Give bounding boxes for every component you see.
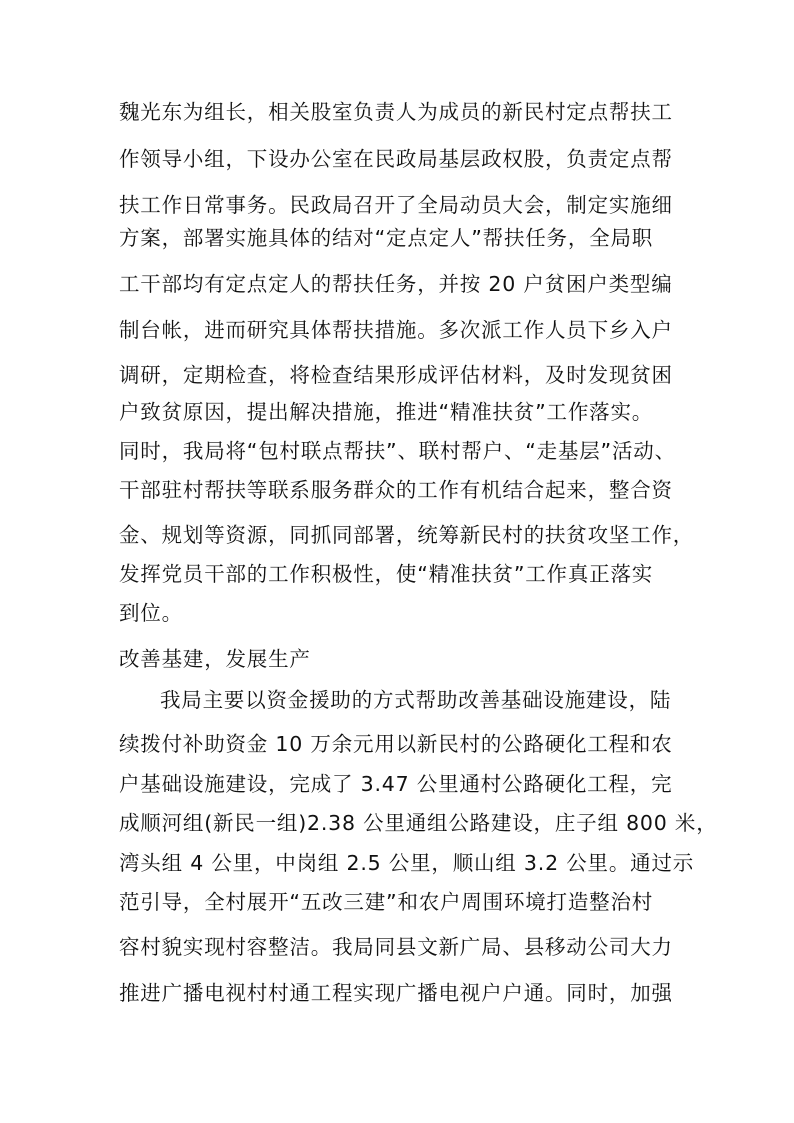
text-line: 魏光东为组长，相关股室负责人为成员的新民村定点帮扶工 <box>119 100 673 124</box>
text-line: 范引导，全村展开“五改三建”和农户周围环境打造整治村 <box>119 890 654 914</box>
text-line: 户基础设施建设，完成了 3.47 公里通村公路硬化工程，完 <box>119 772 673 796</box>
text-line: 发挥党员干部的工作积极性，使“精准扶贫”工作真正落实 <box>119 562 654 586</box>
text-line: 续拨付补助资金 10 万余元用以新民村的公路硬化工程和农 <box>119 732 673 756</box>
text-line: 成顺河组(新民一组)2.38 公里通组公路建设，庄子组 800 米， <box>119 811 718 835</box>
section-heading: 改善基建，发展生产 <box>119 647 311 671</box>
text-line: 干部驻村帮扶等联系服务群众的工作有机结合起来，整合资 <box>119 478 673 502</box>
paragraph-first-line: 我局主要以资金援助的方式帮助改善基础设施建设，陆 <box>160 688 672 712</box>
text-line: 金、规划等资源，同抓同部署，统筹新民村的扶贫攻坚工作， <box>119 523 695 547</box>
text-line: 扶工作日常事务。民政局召开了全局动员大会，制定实施细 <box>119 193 673 217</box>
text-line: 制台帐，进而研究具体帮扶措施。多次派工作人员下乡入户 <box>119 318 673 342</box>
text-line: 推进广播电视村村通工程实现广播电视户户通。同时，加强 <box>119 981 673 1005</box>
text-line: 调研，定期检查，将检查结果形成评估材料，及时发现贫困 <box>119 363 673 387</box>
text-line: 工干部均有定点定人的帮扶任务，并按 20 户贫困户类型编 <box>119 272 673 296</box>
text-line: 容村貌实现村容整洁。我局同县文新广局、县移动公司大力 <box>119 935 673 959</box>
text-line: 同时，我局将“包村联点帮扶”、联村帮户、“走基层”活动、 <box>119 439 676 463</box>
text-line: 户致贫原因，提出解决措施，推进“精准扶贫”工作落实。 <box>119 400 654 424</box>
text-line: 到位。 <box>119 601 183 625</box>
text-line: 作领导小组，下设办公室在民政局基层政权股，负责定点帮 <box>119 147 673 171</box>
text-line: 方案，部署实施具体的结对“定点定人”帮扶任务，全局职 <box>119 226 654 250</box>
text-line: 湾头组 4 公里，中岗组 2.5 公里，顺山组 3.2 公里。通过示 <box>119 851 695 875</box>
